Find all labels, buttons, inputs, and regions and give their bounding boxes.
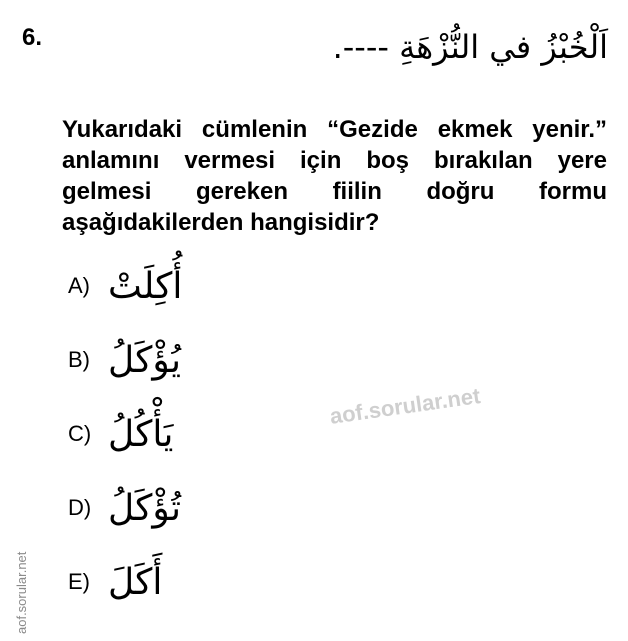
question-number: 6. [22,24,43,51]
option-arabic: يُؤْكَلُ [108,339,182,381]
question-text: Yukarıdaki cümlenin “Gezide ekmek yenir.” anlamını vermesi için boş bırakılan yere gelmesi gereken fiilin doğru formu aşağıdakilerden hangisidir? [62,116,607,236]
option-a[interactable] [68,260,182,312]
option-label: B) [68,347,90,372]
watermark: aof.sorular.net [328,383,482,429]
option-arabic: تُؤْكَلُ [108,487,182,529]
option-c[interactable] [68,408,173,460]
option-arabic: أُكِلَتْ [108,265,183,307]
option-d[interactable] [68,482,181,534]
option-b[interactable] [68,334,181,386]
side-watermark: aof.sorular.net [14,551,29,634]
arabic-sentence: اَلْخُبْزُ في النُّزْهَةِ ----. [332,28,608,66]
option-label: C) [68,421,92,446]
option-arabic: أَكَلَ [108,561,163,603]
option-label: D) [68,495,92,520]
option-label: A) [68,273,90,298]
option-arabic: يَأْكُلُ [108,413,174,455]
option-label: E) [68,569,90,594]
option-e[interactable] [68,556,162,608]
